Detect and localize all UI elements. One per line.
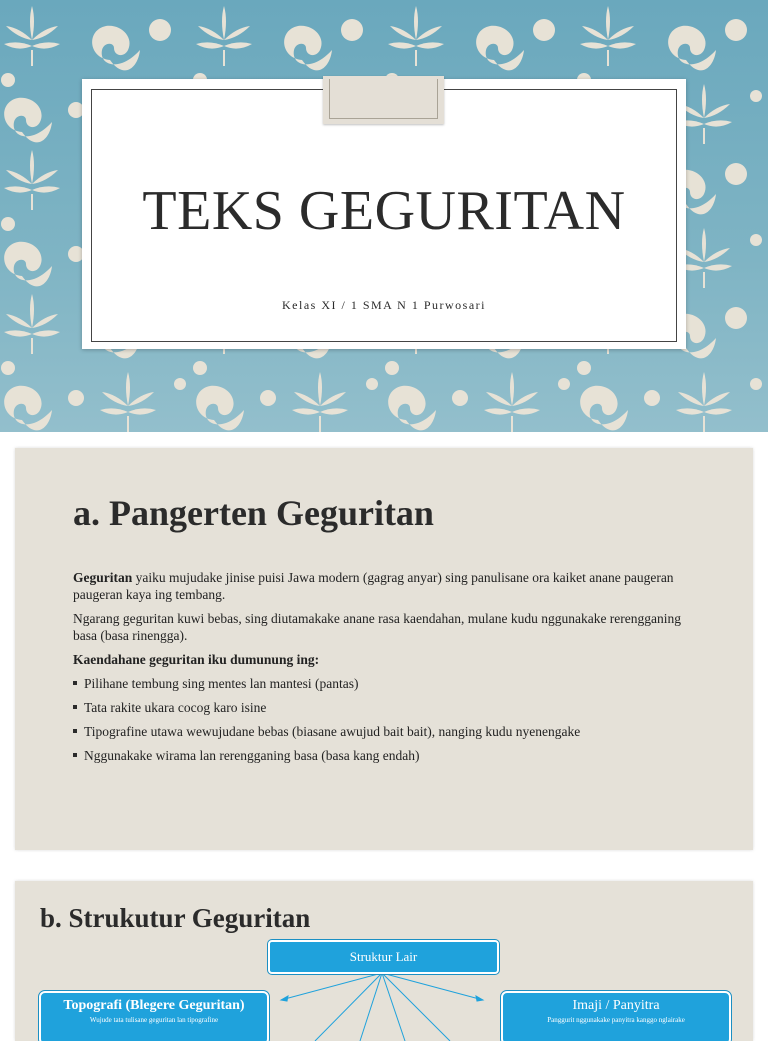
node-title: Topografi (Blegere Geguritan): [63, 998, 245, 1013]
connector-line: [281, 973, 382, 1000]
definition-slide: [15, 448, 753, 850]
diagram-root-node: [268, 940, 499, 974]
beauty-lead: Kaendahane geguritan iku dumunung ing:: [73, 652, 320, 667]
definition-term: Geguritan: [73, 570, 133, 585]
connector-arrow-icon: [476, 996, 483, 1001]
bullet-icon: [73, 681, 77, 685]
root-node-label: Struktur Lair: [349, 949, 418, 964]
slide-subtitle: Kelas XI / 1 SMA N 1 Purwosari: [282, 298, 486, 312]
bullet-icon: [73, 753, 77, 757]
diagram-node-topografi: [39, 991, 269, 1041]
bullet-icon: [73, 729, 77, 733]
bullet-icon: [73, 705, 77, 709]
connector-line: [382, 973, 405, 1041]
writing-paragraph: Ngarang geguritan kuwi bebas, sing diutamakake anane rasa kaendahan, mulane kudu nggunakake rerengganing basa (basa rinengga).: [73, 611, 682, 643]
node-note: Wujude tata tulisane geguritan lan tipografine: [89, 1016, 219, 1024]
node-note: Panggurit nggunakake panyitra kanggo nglairake: [547, 1016, 685, 1024]
connector-line: [315, 973, 382, 1041]
title-card: [82, 79, 686, 349]
beauty-list: [73, 675, 683, 764]
title-card-tab: [323, 76, 444, 124]
slide-title: TEKS GEGURITAN: [142, 180, 626, 242]
list-item: [73, 747, 683, 764]
section-heading: b. Strukutur Geguritan: [40, 903, 311, 933]
structure-slide: [15, 881, 753, 1041]
definition-body: [73, 569, 683, 771]
list-item-text: Tipografine utawa wewujudane bebas (biasane awujud bait bait), nanging kudu nyenengake: [84, 724, 581, 739]
section-heading: a. Pangerten Geguritan: [73, 493, 434, 533]
definition-text: yaiku mujudake jinise puisi Jawa modern (gagrag anyar) sing panulisane ora kaiket anane paugeran paugeran kaya ing tembang.: [73, 570, 674, 602]
list-item-text: Tata rakite ukara cocog karo isine: [84, 700, 267, 715]
list-item: [73, 699, 683, 716]
list-item-text: Pilihane tembung sing mentes lan mantesi (pantas): [84, 676, 359, 691]
connector-line: [382, 973, 483, 1000]
list-item-text: Nggunakake wirama lan rerengganing basa (basa kang endah): [84, 748, 420, 763]
title-slide: [0, 0, 768, 432]
list-item: [73, 675, 683, 692]
title-card-tab-frame: [329, 79, 438, 119]
definition-paragraph: [73, 569, 683, 603]
connector-arrow-icon: [281, 996, 288, 1001]
connector-line: [382, 973, 450, 1041]
node-title: Imaji / Panyitra: [572, 998, 660, 1013]
diagram-node-imaji: [501, 991, 731, 1041]
list-item: [73, 723, 683, 740]
connector-line: [360, 973, 382, 1041]
